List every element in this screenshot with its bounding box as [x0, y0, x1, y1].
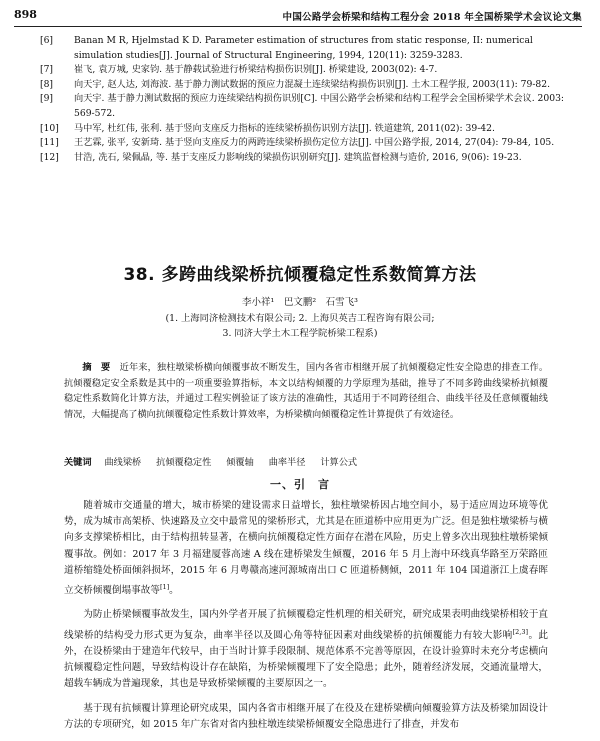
reference-item [40, 136, 574, 151]
reference-text: 王艺霖, 张平, 安新琦. 基于竖向支座反力的两跨连续梁桥损伤定位方法[J]. 中国公路学报, 2014, 27(04): 79-84, 105. [74, 137, 555, 149]
reference-text: 马中军, 杜红伟, 张利. 基于竖向支座反力指标的连续梁桥损伤识别方法[J]. 铁道建筑, 2011(02): 39-42. [74, 122, 495, 134]
reference-item [40, 78, 574, 93]
paragraph-text: 随着城市交通量的增大，城市桥梁的建设需求日益增长，独柱墩梁桥因占地空间小，易于适应周边环境等优势，成为城市高架桥、快速路及立交中最常见的梁桥形式，尤其是在匝道桥中应用更为广泛。但是独柱墩梁桥与横向多支撑梁桥相比，由于结构扭转显著，在横向抗倾覆稳定性方面存在潜在风险，历史上曾多次出现独柱墩桥梁倾覆事故。例如：2017 年 3 月福建厦蓉高速 A 线在建桥梁发生倾覆，2016 年 5 月上海中环线真华路至万荣路匝道桥缩缝处桥面倾斜损坏，2015 年 6 月粤赣高速河源城南出口 C 匝道桥侧倾，2011 年 104 国道浙江上虞春晖立交桥倾覆倒塌事故等 [64, 500, 548, 597]
paragraph-text: 。 [169, 585, 179, 597]
section-body [64, 498, 548, 741]
keyword: 曲线梁桥 [104, 457, 142, 468]
reference-item [40, 34, 574, 63]
reference-number: [11] [40, 137, 59, 149]
abstract [64, 360, 548, 422]
paper-title: 38. 多跨曲线梁桥抗倾覆稳定性系数简算方法 [123, 265, 477, 285]
reference-number: [8] [40, 78, 54, 90]
running-title: 中国公路学会桥梁和结构工程分会 2018 年全国桥梁学术会议论文集 [282, 12, 582, 23]
reference-list [40, 34, 574, 165]
keywords [64, 454, 548, 468]
paragraph [64, 607, 548, 692]
paper-affiliations [0, 312, 600, 341]
running-header [14, 8, 582, 27]
reference-item [40, 122, 574, 137]
reference-number: [9] [40, 93, 54, 105]
reference-text: 向天宇, 赵人达, 刘海波. 基于静力测试数据的预应力混凝土连续梁结构损伤识别[J]. 土木工程学报, 2003(11): 79-82. [74, 78, 551, 90]
keyword: 曲率半径 [268, 457, 306, 468]
keywords-label: 关键词 [64, 457, 92, 468]
reference-text: 向天宇. 基于静力测试数据的预应力连续梁结构损伤识别[C]. 中国公路学会桥梁和结构工程学会全国桥梁学术会议. 2003: 569-572. [74, 93, 565, 119]
abstract-text: 近年来，独柱墩梁桥横向倾覆事故不断发生，国内各省市相继开展了抗倾覆稳定性安全隐患的排查工作。抗倾覆稳定安全系数是其中的一项重要验算指标，本文以结构倾覆的力学原理为基础，推导了不同多跨曲线梁桥抗倾覆稳定性系数简化计算方法，并通过工程实例验证了该方法的准确性，其适用于不同跨径组合、曲线半径及任意倾覆轴线情况，大幅提高了横向抗倾覆稳定性系数计算效率，为桥梁横向倾覆稳定性计算提供了有效途径。 [64, 362, 549, 420]
paragraph-text: 。此外，在设桥梁由于建造年代较早，由于当时计算手段限制、规范体系不完善等原因，在设计验算时未充分考虑横向抗倾覆稳定性问题，导致结构设计存在缺陷，为桥梁倾覆埋下了安全隐患；此外，随着经济发展，交通流量增大，超载车辆成为普遍现象，其也是导致桥梁倾覆的主要原因之一。 [64, 629, 549, 690]
paragraph-text: 基于现有抗倾覆计算理论研究成果，国内各省市相继开展了在役及在建桥梁横向倾覆验算方法及桥梁加固设计方法的专项研究，如 2015 年广东省对省内独柱墩连续梁桥倾覆安全隐患进行了排查，并发布 [64, 702, 548, 730]
reference-item [40, 92, 574, 121]
reference-number: [6] [40, 35, 54, 46]
reference-text: 崔飞, 袁万城, 史家钧. 基于静载试验进行桥梁结构损伤识别[J]. 桥梁建设, 2003(02): 4-7. [74, 64, 438, 76]
reference-number: [10] [40, 122, 59, 134]
paragraph [64, 498, 548, 599]
paper-authors: 李小祥¹ 巴文鹏² 石雪飞³ [242, 297, 358, 308]
affiliation-line: 3. 同济大学土木工程学院桥梁工程系) [222, 327, 378, 339]
keyword: 计算公式 [320, 457, 358, 468]
affiliation-line: (1. 上海同济检测技术有限公司; 2. 上海贝英吉工程咨询有限公司; [165, 313, 435, 324]
page-number: 898 [14, 8, 37, 21]
keyword: 抗倾覆稳定性 [156, 457, 212, 468]
citation: [2,3] [512, 627, 529, 636]
paragraph-text: 为防止桥梁倾覆事故发生，国内外学者开展了抗倾覆稳定性机理的相关研究，研究成果表明曲线梁桥相较于直线梁桥的结构受力形式更为复杂，曲率半径以及圆心角等特征因素对曲线梁桥的抗倾覆能力有较大影响 [64, 609, 548, 641]
abstract-label: 摘 要 [82, 362, 111, 373]
reference-text: Banan M R, Hjelmstad K D. Parameter estimation of structures from static response, II: numerical simulation studies[J]. Journal of Structural Engineering, 1994, 120(11): 3259-3283. [74, 35, 533, 61]
reference-item [40, 151, 574, 166]
reference-number: [7] [40, 64, 54, 76]
paragraph [64, 701, 548, 733]
reference-text: 甘浩, 冼石, 梁佩晶, 等. 基于支座反力影响线的梁损伤识别研究[J]. 建筑监督检测与造价, 2016, 9(06): 19-23. [74, 151, 522, 163]
keyword: 倾覆轴 [226, 457, 254, 468]
section-heading: 一、引 言 [270, 478, 330, 491]
citation: [1] [159, 583, 170, 592]
reference-number: [12] [40, 151, 59, 163]
reference-item [40, 63, 574, 78]
